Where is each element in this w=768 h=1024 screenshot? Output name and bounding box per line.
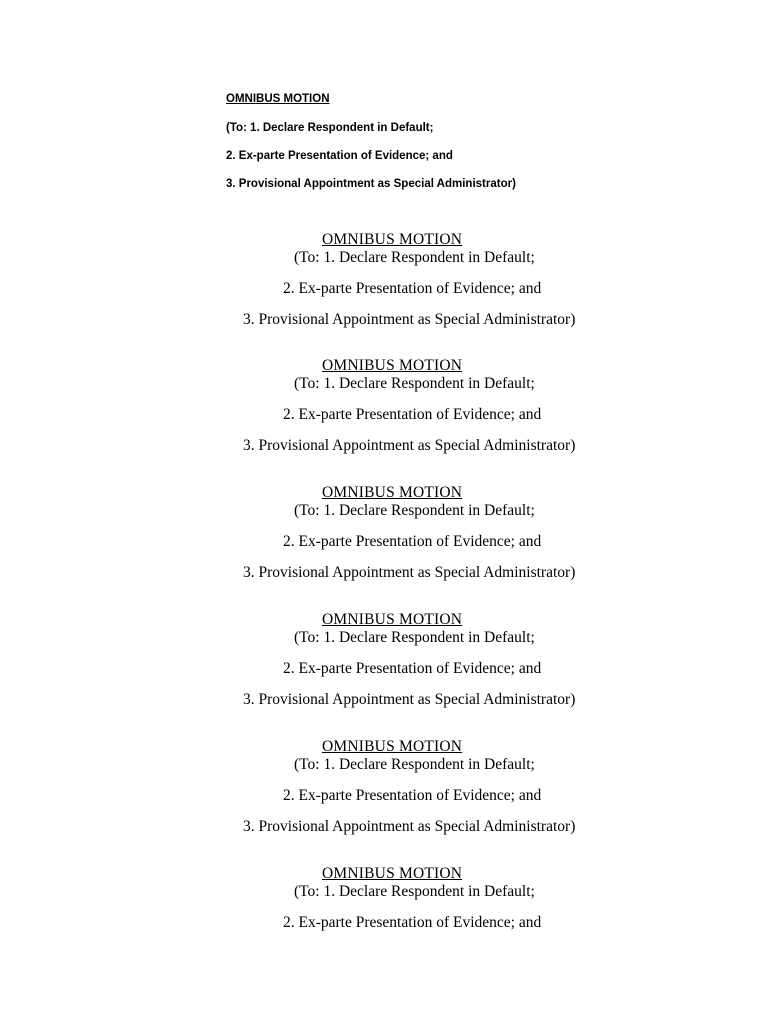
motion-line-2: 2. Ex-parte Presentation of Evidence; and (283, 787, 542, 804)
top-line-2: 2. Ex-parte Presentation of Evidence; and (226, 150, 453, 162)
motion-title: OMNIBUS MOTION (322, 357, 463, 374)
motion-line-3: 3. Provisional Appointment as Special Administrator) (243, 691, 576, 708)
motion-title: OMNIBUS MOTION (322, 738, 463, 755)
motion-line-2: 2. Ex-parte Presentation of Evidence; and (283, 660, 542, 677)
motion-line-2: 2. Ex-parte Presentation of Evidence; and (283, 533, 542, 550)
motion-line-2: 2. Ex-parte Presentation of Evidence; and (283, 280, 542, 297)
motion-line-1: (To: 1. Declare Respondent in Default; (294, 883, 535, 900)
motion-line-1: (To: 1. Declare Respondent in Default; (294, 502, 535, 519)
motion-line-3: 3. Provisional Appointment as Special Administrator) (243, 818, 576, 835)
motion-title: OMNIBUS MOTION (322, 484, 463, 501)
motion-line-1: (To: 1. Declare Respondent in Default; (294, 375, 535, 392)
motion-line-2: 2. Ex-parte Presentation of Evidence; and (283, 914, 542, 931)
motion-line-3: 3. Provisional Appointment as Special Administrator) (243, 437, 576, 454)
motion-title: OMNIBUS MOTION (322, 611, 463, 628)
top-line-3: 3. Provisional Appointment as Special Administrator) (226, 178, 516, 190)
motion-line-1: (To: 1. Declare Respondent in Default; (294, 629, 535, 646)
motion-title: OMNIBUS MOTION (322, 865, 463, 882)
motion-line-1: (To: 1. Declare Respondent in Default; (294, 756, 535, 773)
motion-line-1: (To: 1. Declare Respondent in Default; (294, 249, 535, 266)
motion-title: OMNIBUS MOTION (322, 231, 463, 248)
motion-line-2: 2. Ex-parte Presentation of Evidence; and (283, 406, 542, 423)
top-title: OMNIBUS MOTION (226, 93, 330, 105)
motion-line-3: 3. Provisional Appointment as Special Administrator) (243, 311, 576, 328)
motion-line-3: 3. Provisional Appointment as Special Administrator) (243, 564, 576, 581)
top-line-1: (To: 1. Declare Respondent in Default; (226, 122, 434, 134)
